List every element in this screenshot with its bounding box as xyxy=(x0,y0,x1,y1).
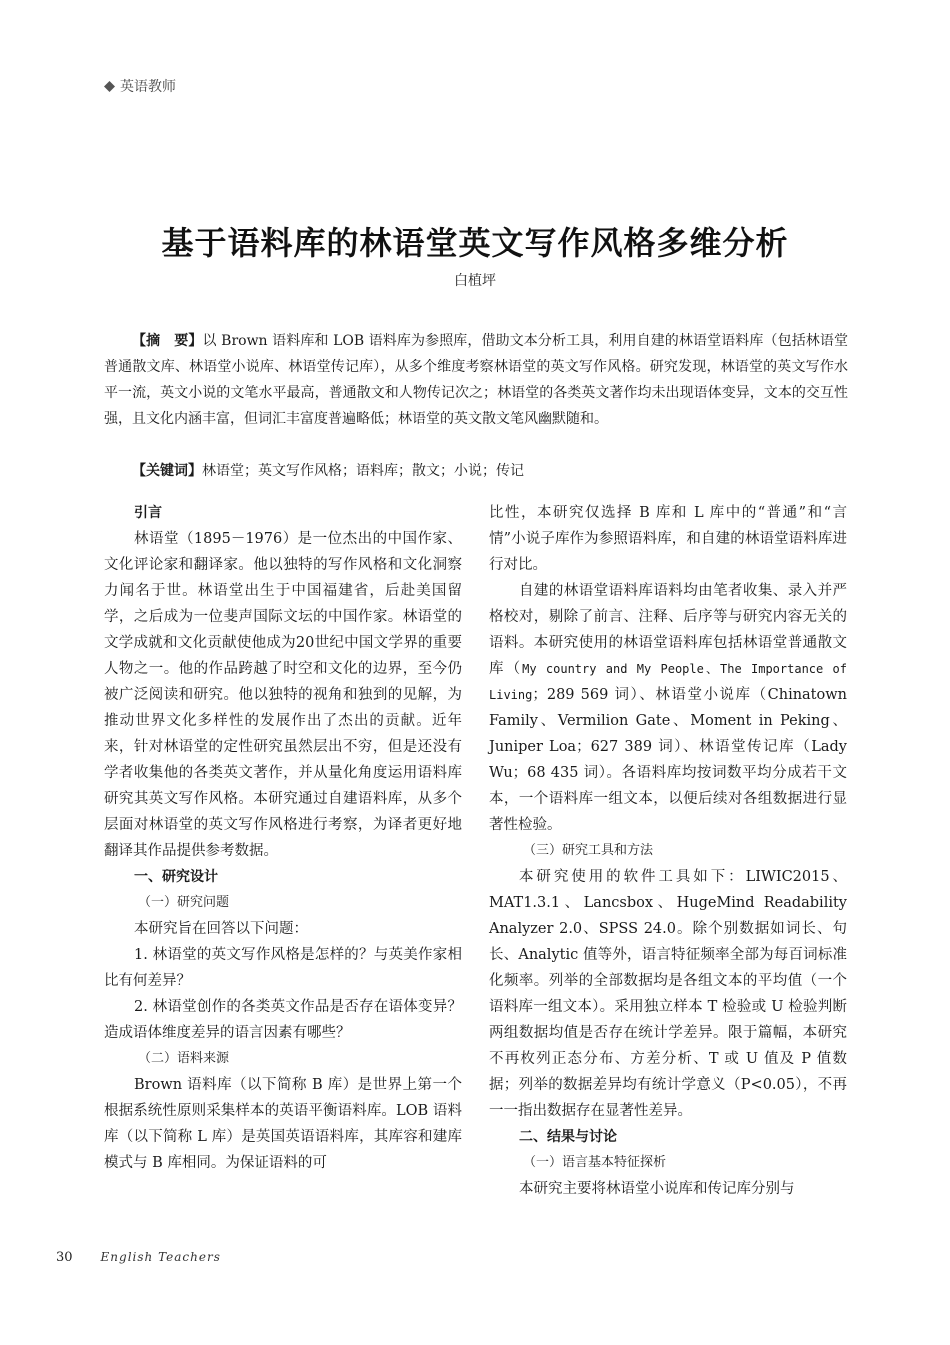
running-head xyxy=(104,76,176,96)
left-column xyxy=(104,500,462,1176)
corpus-paragraph xyxy=(489,578,847,838)
subsection3-paragraph: 本研究使用的软件工具如下：LIWIC2015、MAT1.3.1、Lancsbox、HugeMind Readability Analyzer 2.0、SPSS 24.0。除个别数据如词长、句长、Analytic 值等外，语言特征频率全部为每百词标准化频率。列举的全部数据均是各组文本的平均值（一个语料库一组文本）。采用独立样本 T 检验或 U 检验判断两组数据均值是否存在统计学差异。限于篇幅，本研究不再枚列正态分布、方差分析、T 或 U 值及 P 值数据；列举的数据差异均有统计学意义（P<0.05），不再一一指出数据存在显著性差异。 xyxy=(489,869,847,1119)
subsection1-paragraph: 本研究旨在回答以下问题： xyxy=(134,921,308,937)
right-column xyxy=(489,500,847,1202)
corpus-text-a: 自建的林语堂语料库语料均由笔者收集、录入并严格校对，剔除了前言、注释、后序等与研究内容无关的语料。本研究使用的林语堂语料库包括林语堂普通散文库（ xyxy=(489,583,847,677)
intro-heading: 引言 xyxy=(134,505,162,521)
article-title: 基于语料库的林语堂英文写作风格多维分析 xyxy=(161,224,789,262)
subsection4-heading: （一）语言基本特征探析 xyxy=(523,1155,667,1170)
continued-paragraph: 比性，本研究仅选择 B 库和 L 库中的“普通”和“言情”小说子库作为参照语料库，和自建的林语堂语料库进行对比。 xyxy=(489,505,847,573)
abstract-text: 以 Brown 语料库和 LOB 语料库为参照库，借助文本分析工具，利用自建的林语堂语料库（包括林语堂普通散文库、林语堂小说库、林语堂传记库），从多个维度考察林语堂的英文写作风格。研究发现，林语堂的英文写作水平一流，英文小说的文笔水平最高，普通散文和人物传记次之；林语堂的各类英文著作均未出现语体变异，文本的交互性强，且文化内涵丰富，但词汇丰富度普遍略低；林语堂的英文散文笔风幽默随和。 xyxy=(104,333,849,427)
section2-heading: 二、结果与讨论 xyxy=(519,1129,617,1145)
keywords-text: 林语堂；英文写作风格；语料库；散文；小说；传记 xyxy=(202,463,524,479)
article-author: 白植坪 xyxy=(454,273,496,289)
abstract xyxy=(104,328,848,432)
subsection2-heading: （二）语料来源 xyxy=(138,1051,230,1066)
diamond-shape xyxy=(104,81,115,92)
research-question-1: 1. 林语堂的英文写作风格是怎样的？与英美作家相比有何差异？ xyxy=(104,947,462,989)
subsection3-heading: （三）研究工具和方法 xyxy=(523,843,654,858)
subsection4-paragraph: 本研究主要将林语堂小说库和传记库分别与 xyxy=(519,1181,795,1197)
corpus-titles: My country and My People、The Importance of Living xyxy=(489,662,847,702)
abstract-label: 【摘 要】 xyxy=(132,333,203,349)
diamond-icon xyxy=(104,81,115,92)
journal-name: 英语教师 xyxy=(120,79,176,95)
keywords-label: 【关键词】 xyxy=(132,463,202,479)
research-question-2: 2. 林语堂创作的各类英文作品是否存在语体变异？造成语体维度差异的语言因素有哪些？ xyxy=(104,999,462,1041)
journal-name-english: English Teachers xyxy=(100,1250,221,1264)
keywords xyxy=(104,458,848,484)
corpus-text-b: ；289 569 词）、林语堂小说库（Chinatown Family、Vermilion Gate、Moment in Peking、Juniper Loa；627 389 词）、林语堂传记库（Lady Wu；68 435 词）。各语料库均按词数平均分成若干文本，一个语料库一组文本，以便后续对各组数据进行显著性检验。 xyxy=(489,687,847,833)
page-number: 30 xyxy=(56,1250,73,1265)
page-footer xyxy=(56,1250,221,1265)
subsection1-heading: （一）研究问题 xyxy=(138,895,230,910)
subsection2-paragraph: Brown 语料库（以下简称 B 库）是世界上第一个根据系统性原则采集样本的英语平衡语料库。LOB 语料库（以下简称 L 库）是英国英语语料库，其库容和建库模式与 B 库相同。为保证语料的可 xyxy=(104,1077,462,1171)
section1-heading: 一、研究设计 xyxy=(134,869,218,885)
intro-paragraph: 林语堂（1895－1976）是一位杰出的中国作家、文化评论家和翻译家。他以独特的写作风格和文化洞察力闻名于世。林语堂出生于中国福建省，后赴美国留学，之后成为一位斐声国际文坛的中国作家。林语堂的文学成就和文化贡献使他成为20世纪中国文学界的重要人物之一。他的作品跨越了时空和文化的边界，至今仍被广泛阅读和研究。他以独特的视角和独到的见解，为推动世界文化多样性的发展作出了杰出的贡献。近年来，针对林语堂的定性研究虽然层出不穷，但是还没有学者收集他的各类英文著作，并从量化角度运用语料库研究其英文写作风格。本研究通过自建语料库，从多个层面对林语堂的英文写作风格进行考察，为译者更好地翻译其作品提供参考数据。 xyxy=(104,531,462,859)
